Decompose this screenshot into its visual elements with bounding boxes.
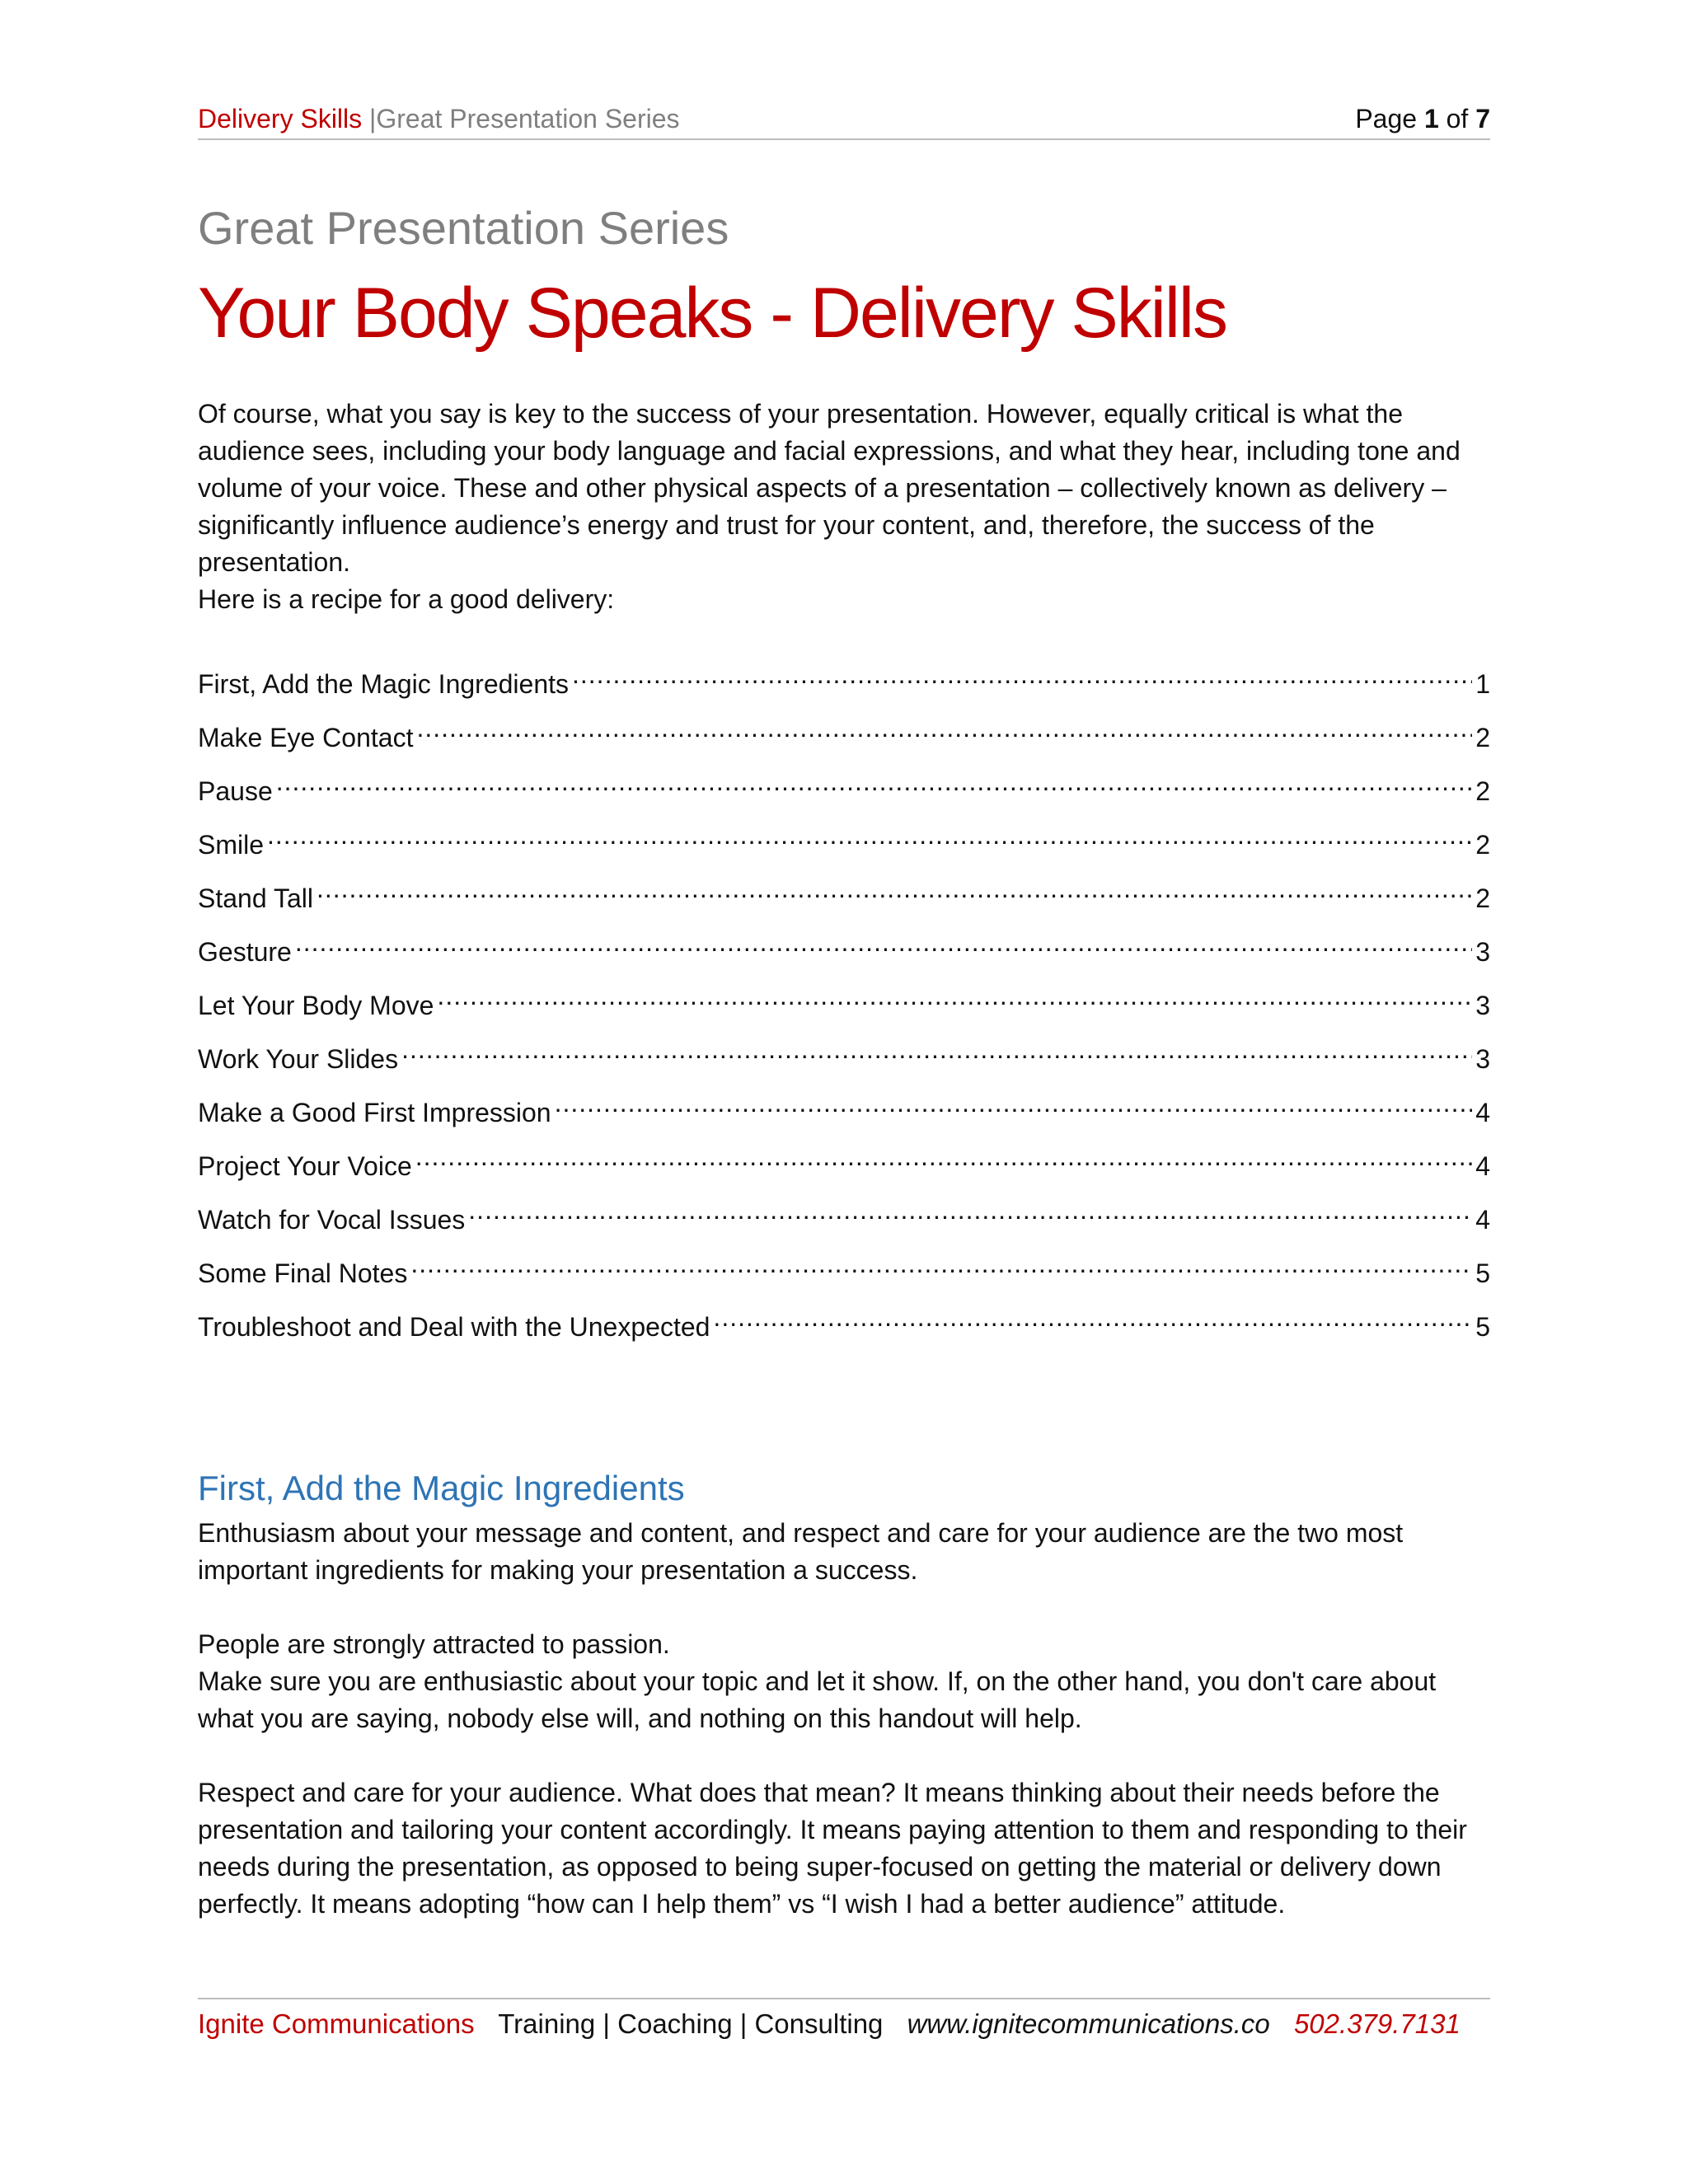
toc-entry-title: Make Eye Contact [198, 723, 414, 752]
section-paragraph-2-line-1: People are strongly attracted to passion. [198, 1629, 670, 1659]
toc-leader [415, 1138, 1472, 1175]
toc-entry-title: Work Your Slides [198, 1044, 399, 1074]
toc-entry-page: 4 [1475, 1151, 1490, 1181]
toc-entry-title: Pause [198, 776, 273, 806]
intro-recipe-line: Here is a recipe for a good delivery: [198, 584, 615, 614]
toc-entry-page: 3 [1475, 937, 1490, 967]
toc-entry-page: 5 [1475, 1312, 1490, 1342]
footer-services: Training | Coaching | Consulting [498, 2008, 884, 2039]
section-paragraph-3: Respect and care for your audience. What does that mean? It means thinking about their needs before the presentation and tailoring your content accordingly. It means paying attention to them and responding to their needs during the presentation, as opposed to being super-focused on getting the material or delivery down perfectly. It means adopting “how can I help them” vs “I wish I had a better audience” attitude. [198, 1778, 1467, 1919]
page-total: 7 [1475, 104, 1490, 134]
toc-entry-page: 3 [1475, 991, 1490, 1020]
toc-entry-title: Stand Tall [198, 883, 313, 913]
page-current: 1 [1423, 104, 1439, 134]
header-series-name: Great Presentation Series [376, 104, 680, 134]
toc-leader [572, 656, 1472, 693]
section-paragraph-1: Enthusiasm about your message and content, and respect and care for your audience are the two most important ingredients for making your presentation a success. [198, 1518, 1404, 1585]
toc-entry-page: 3 [1475, 1044, 1490, 1074]
toc-entry-title: Project Your Voice [198, 1151, 412, 1181]
toc-leader [555, 1085, 1473, 1122]
page-of: of [1438, 104, 1476, 134]
toc-entry[interactable] [198, 977, 1490, 1031]
toc-entry[interactable] [198, 763, 1490, 817]
toc-entry-title: Let Your Body Move [198, 991, 434, 1020]
footer-phone: 502.379.7131 [1293, 2008, 1461, 2039]
toc-leader [295, 924, 1472, 961]
toc-leader [410, 1245, 1472, 1282]
toc-entry-page: 2 [1475, 723, 1490, 752]
toc-entry-title: Watch for Vocal Issues [198, 1205, 466, 1235]
toc-leader [276, 763, 1472, 800]
toc-leader [468, 1192, 1472, 1229]
toc-entry[interactable] [198, 656, 1490, 710]
toc-entry-title: Smile [198, 830, 265, 860]
toc-entry-page: 1 [1475, 669, 1490, 699]
toc-leader [437, 977, 1472, 1015]
header-left [198, 99, 680, 138]
series-title: Great Presentation Series [198, 202, 729, 254]
toc-entry-page: 4 [1475, 1098, 1490, 1127]
footer-company: Ignite Communications [198, 2008, 475, 2039]
toc-entry[interactable] [198, 870, 1490, 924]
section-heading: First, Add the Magic Ingredients [198, 1469, 685, 1507]
toc-entry[interactable] [198, 1245, 1490, 1299]
page-word: Page [1355, 104, 1424, 134]
toc-entry[interactable] [198, 1138, 1490, 1192]
toc-entry-title: Some Final Notes [198, 1258, 408, 1288]
toc-entry-page: 2 [1475, 776, 1490, 806]
toc-entry[interactable] [198, 817, 1490, 870]
toc-entry[interactable] [198, 1031, 1490, 1085]
toc-entry[interactable] [198, 1085, 1490, 1138]
toc-leader [401, 1031, 1472, 1068]
toc-entry[interactable] [198, 1192, 1490, 1245]
section-body [198, 1515, 1490, 1960]
header-doc-title: Delivery Skills [198, 104, 363, 134]
footer-website-link[interactable]: www.ignitecommunications.co [907, 2008, 1270, 2039]
toc-entry-page: 2 [1475, 830, 1490, 860]
toc-entry-page: 4 [1475, 1205, 1490, 1235]
toc-leader [713, 1299, 1472, 1336]
toc-entry[interactable] [198, 1299, 1490, 1352]
intro-block [198, 396, 1490, 618]
page-header [198, 99, 1490, 140]
section-paragraph-2 [198, 1626, 1490, 1737]
toc-leader [316, 870, 1472, 907]
intro-paragraph: Of course, what you say is key to the success of your presentation. However, equally critical is what the audience sees, including your body language and facial expressions, and what they hear, including tone and volume of your voice. These and other physical aspects of a presentation – collectively known as delivery – significantly influence audience’s energy and trust for your content, and, therefore, the success of the presentation. [198, 399, 1461, 577]
toc-entry-title: Make a Good First Impression [198, 1098, 551, 1127]
toc-entry[interactable] [198, 710, 1490, 763]
toc-entry-page: 2 [1475, 883, 1490, 913]
toc-entry-page: 5 [1475, 1258, 1490, 1288]
toc-entry-title: Troubleshoot and Deal with the Unexpected [198, 1312, 710, 1342]
toc-entry-title: First, Add the Magic Ingredients [198, 669, 569, 699]
page-footer [198, 1998, 1490, 2049]
header-separator: | [362, 104, 377, 134]
toc-entry-title: Gesture [198, 937, 292, 967]
page-number [1355, 99, 1490, 138]
toc-leader [416, 710, 1472, 747]
table-of-contents [198, 656, 1490, 1352]
section-paragraph-2-line-2: Make sure you are enthusiastic about your topic and let it show. If, on the other hand, you don't care about what you are saying, nobody else will, and nothing on this handout will help. [198, 1666, 1437, 1733]
document-page [198, 0, 1490, 2184]
toc-leader [267, 817, 1472, 854]
toc-entry[interactable] [198, 924, 1490, 977]
page-title: Your Body Speaks - Delivery Skills [198, 274, 1227, 353]
